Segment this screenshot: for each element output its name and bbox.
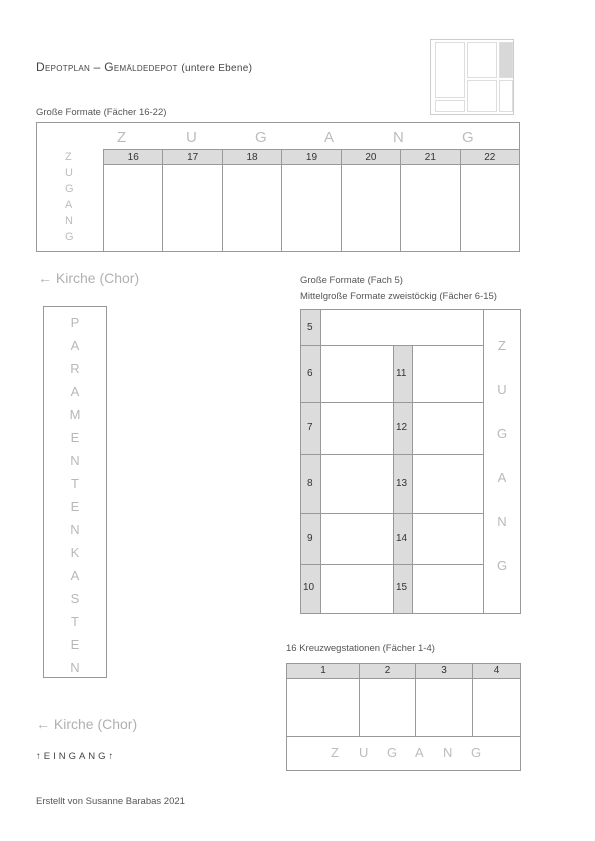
shelf-cell-7 bbox=[301, 403, 321, 455]
middle-shelf-area bbox=[300, 309, 521, 614]
corridor-letter: A bbox=[497, 470, 507, 485]
shelf-area-9 bbox=[321, 514, 393, 565]
arrow-left-icon: ← bbox=[36, 716, 50, 732]
middle-label-1: Große Formate (Fach 5) bbox=[300, 275, 403, 286]
corridor-letter: Z bbox=[498, 338, 506, 353]
corridor-letter: U bbox=[497, 382, 507, 397]
paramenten-letter: A bbox=[70, 338, 80, 353]
shelf-header-1: 1 bbox=[287, 664, 359, 679]
paramenten-letter: T bbox=[71, 614, 79, 629]
corridor-letter: G bbox=[255, 129, 267, 146]
paramenten-letter: M bbox=[69, 407, 81, 422]
shelf-number: 13 bbox=[396, 477, 408, 489]
shelf-5-area bbox=[321, 310, 484, 346]
shelf-number: 15 bbox=[396, 582, 408, 593]
left-corridor-label bbox=[37, 151, 103, 251]
shelf-cell-19 bbox=[281, 165, 340, 251]
corridor-letter: G bbox=[65, 231, 74, 243]
shelf-cell-10 bbox=[301, 565, 321, 613]
page-title-sub: (untere Ebene) bbox=[181, 63, 253, 74]
shelf-area-12 bbox=[413, 403, 484, 455]
paramenten-letter: K bbox=[70, 545, 80, 560]
arrow-left-icon: ← bbox=[38, 270, 52, 286]
shelf-cell-22 bbox=[460, 165, 519, 251]
corridor-letter: N bbox=[393, 129, 404, 146]
paramenten-letter: A bbox=[70, 568, 80, 583]
corridor-letter: G bbox=[471, 745, 482, 760]
shelf-cell-15 bbox=[393, 565, 413, 613]
paramenten-letter: T bbox=[71, 476, 79, 491]
corridor-letter: A bbox=[324, 129, 335, 146]
shelf-area-7 bbox=[321, 403, 393, 455]
shelf-header-19: 19 bbox=[281, 149, 340, 165]
shelf-number: 10 bbox=[303, 582, 315, 593]
shelf-cell-1 bbox=[287, 679, 359, 736]
church-text-top: Kirche (Chor) bbox=[55, 270, 140, 286]
middle-label-2: Mittelgroße Formate zweistöckig (Fächer 6-15) bbox=[300, 291, 497, 302]
shelf-area-6 bbox=[321, 346, 393, 403]
corridor-letter: A bbox=[415, 745, 424, 760]
entrance-label: ↑EINGANG↑ bbox=[36, 751, 117, 762]
paramenten-letter: E bbox=[70, 499, 80, 514]
corridor-letter: U bbox=[359, 745, 369, 760]
shelf-cell-4 bbox=[472, 679, 520, 736]
shelf-header-21: 21 bbox=[400, 149, 459, 165]
shelf-area-8 bbox=[321, 455, 393, 514]
shelf-number: 9 bbox=[307, 532, 313, 544]
shelf-cell-14 bbox=[393, 514, 413, 565]
shelf-header-2: 2 bbox=[359, 664, 415, 679]
paramenten-letter: N bbox=[70, 522, 80, 537]
shelf-number: 8 bbox=[307, 477, 313, 489]
page-title-main: Depotplan – Gemäldedepot bbox=[36, 60, 178, 74]
corridor-letter: U bbox=[186, 129, 197, 146]
bottom-corridor-label bbox=[287, 736, 520, 770]
paramenten-letter: S bbox=[70, 591, 80, 606]
bottom-section-label: 16 Kreuzwegstationen (Fächer 1-4) bbox=[286, 643, 435, 654]
shelf-number: 5 bbox=[307, 322, 313, 333]
shelf-cell-5 bbox=[301, 310, 321, 346]
church-label-bottom bbox=[36, 716, 137, 732]
page-title bbox=[36, 60, 252, 74]
corridor-letter: G bbox=[65, 183, 74, 195]
paramenten-letter: E bbox=[70, 430, 80, 445]
shelf-area-11 bbox=[413, 346, 484, 403]
shelf-number: 12 bbox=[396, 422, 408, 433]
shelf-area-15 bbox=[413, 565, 484, 613]
shelf-header-18: 18 bbox=[222, 149, 281, 165]
corridor-letter: G bbox=[462, 129, 474, 146]
top-section-label: Große Formate (Fächer 16-22) bbox=[36, 107, 167, 118]
stamp-graphic bbox=[430, 39, 514, 115]
shelf-header-22: 22 bbox=[460, 149, 519, 165]
top-corridor-label bbox=[103, 127, 521, 147]
shelf-area-10 bbox=[321, 565, 393, 613]
paramenten-letter: P bbox=[70, 315, 80, 330]
shelf-cell-3 bbox=[415, 679, 472, 736]
shelf-number: 11 bbox=[396, 367, 407, 379]
middle-corridor-label bbox=[484, 310, 520, 613]
corridor-letter: A bbox=[65, 199, 73, 211]
corridor-letter: N bbox=[65, 215, 73, 227]
paramenten-letter: E bbox=[70, 637, 80, 652]
shelf-number: 7 bbox=[307, 422, 313, 433]
bottom-shelf-area bbox=[286, 663, 521, 771]
paramenten-letter: N bbox=[70, 453, 80, 468]
shelf-header-4: 4 bbox=[472, 664, 520, 679]
corridor-letter: N bbox=[497, 514, 507, 529]
shelf-cell-13 bbox=[393, 455, 413, 514]
corridor-letter: U bbox=[65, 167, 73, 179]
corridor-letter: G bbox=[496, 426, 508, 441]
shelf-area-14 bbox=[413, 514, 484, 565]
shelf-cell-16 bbox=[103, 165, 162, 251]
corridor-letter: Z bbox=[117, 129, 127, 146]
shelf-cell-2 bbox=[359, 679, 415, 736]
paramenten-letter: N bbox=[70, 660, 80, 675]
corridor-letter: Z bbox=[65, 151, 72, 163]
corridor-letter: G bbox=[387, 745, 398, 760]
shelf-cell-11 bbox=[393, 346, 413, 403]
shelf-cell-21 bbox=[400, 165, 459, 251]
top-shelf-area bbox=[36, 122, 520, 252]
corridor-letter: N bbox=[443, 745, 453, 760]
shelf-cell-20 bbox=[341, 165, 400, 251]
shelf-area-13 bbox=[413, 455, 484, 514]
shelf-cell-18 bbox=[222, 165, 281, 251]
shelf-header-3: 3 bbox=[415, 664, 472, 679]
shelf-cell-6 bbox=[301, 346, 321, 403]
shelf-number: 14 bbox=[396, 532, 408, 544]
shelf-header-17: 17 bbox=[162, 149, 221, 165]
church-label-top bbox=[38, 270, 139, 286]
paramentenkasten bbox=[43, 306, 107, 678]
shelf-cell-12 bbox=[393, 403, 413, 455]
credit-line: Erstellt von Susanne Barabas 2021 bbox=[36, 796, 185, 807]
paramenten-letter: R bbox=[70, 361, 80, 376]
shelf-header-20: 20 bbox=[341, 149, 400, 165]
shelf-header-16: 16 bbox=[103, 149, 162, 165]
corridor-letter: G bbox=[496, 558, 508, 573]
paramenten-letter: A bbox=[70, 384, 80, 399]
shelf-cell-9 bbox=[301, 514, 321, 565]
shelf-number: 6 bbox=[307, 367, 313, 379]
church-text-bottom: Kirche (Chor) bbox=[53, 716, 138, 732]
corridor-letter: Z bbox=[331, 745, 339, 760]
shelf-cell-17 bbox=[162, 165, 221, 251]
shelf-cell-8 bbox=[301, 455, 321, 514]
